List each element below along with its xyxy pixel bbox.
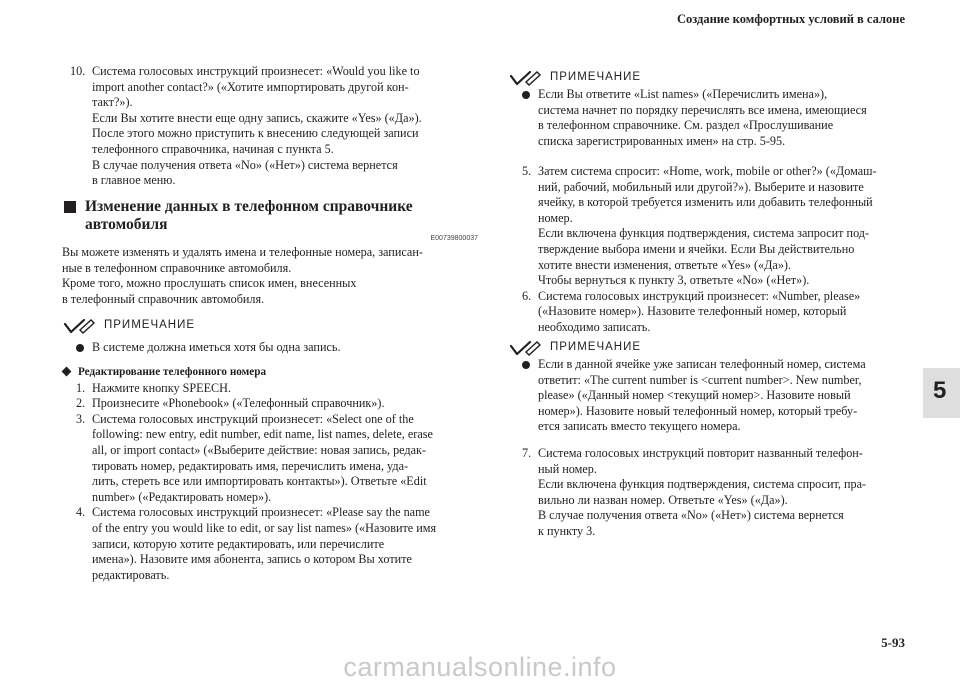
line: в главное меню. xyxy=(92,173,176,188)
line: ется записать вместо текущего номера. xyxy=(538,419,741,434)
line: ные в телефонном справочнике автомобиля. xyxy=(62,260,292,275)
bullet-dot-icon xyxy=(522,91,530,99)
step-3 xyxy=(62,412,482,506)
line: («Назовите номер»). Назовите телефонный номер, который xyxy=(538,304,847,319)
watermark: carmanualsonline.info xyxy=(343,652,617,682)
bullet-dot-icon xyxy=(76,344,84,352)
note-bullet xyxy=(62,340,482,356)
edit-number-procedure xyxy=(62,365,482,583)
line: Если Вы ответите «List names» («Перечислить имена»), xyxy=(538,87,828,101)
step-1 xyxy=(62,381,482,397)
line: import another contact?» («Хотите импортировать другой кон- xyxy=(92,79,409,94)
line: Если включена функция подтверждения, система запросит под- xyxy=(538,226,870,241)
line: в телефонном справочнике. См. раздел «Прослушивание xyxy=(538,118,834,133)
line: редактировать. xyxy=(92,567,170,582)
line: номер»). Назовите новый телефонный номер, который требу- xyxy=(538,403,858,418)
step-7-block xyxy=(508,446,913,540)
section-code: E00739800037 xyxy=(430,235,478,242)
subheading-text: Редактирование телефонного номера xyxy=(78,366,267,378)
line: к пункту 3. xyxy=(538,523,596,538)
step-number: 5. xyxy=(522,164,532,178)
note-bullet xyxy=(508,87,913,149)
page-number: 5-93 xyxy=(881,635,905,650)
line: all, or import contact» («Выберите действие: новая запись, редак- xyxy=(92,442,427,457)
note-bullet xyxy=(508,357,913,435)
step-number: 4. xyxy=(76,505,86,520)
line: ний, рабочий, мобильный или другой?»). Выберите и назовите xyxy=(538,179,864,194)
line: в телефонный справочник автомобиля. xyxy=(62,291,265,306)
step-5 xyxy=(508,164,913,289)
intro-paragraph xyxy=(62,245,482,307)
line: такт?»). xyxy=(92,95,133,110)
steps-5-6 xyxy=(508,164,913,336)
step-4 xyxy=(62,505,482,583)
line: В случае получения ответа «No» («Нет») система вернется xyxy=(538,508,844,523)
note-1 xyxy=(62,318,482,356)
line: ячейку, в которой требуется изменить или добавить телефонный xyxy=(538,195,873,210)
line: тировать номер, редактировать имя, перечислить имена, уда- xyxy=(92,458,409,473)
line: Вы можете изменять и удалять имена и телефонные номера, записан- xyxy=(62,245,423,259)
step-number: 1. xyxy=(76,380,86,395)
line: Система голосовых инструкций повторит названный телефон- xyxy=(538,446,863,460)
line: Чтобы вернуться к пункту 3, ответьте «No» («Нет»). xyxy=(538,273,810,288)
note-heading xyxy=(508,70,913,86)
note-pencil-icon xyxy=(508,340,544,356)
line: Затем система спросит: «Home, work, mobile or other?» («Домаш- xyxy=(538,164,877,178)
note-heading xyxy=(508,340,913,356)
line: Если включена функция подтверждения, система спросит, пра- xyxy=(538,477,867,492)
section-title-line2: автомобиля xyxy=(85,216,168,233)
step-number: 10. xyxy=(70,64,86,78)
step-2 xyxy=(62,396,482,412)
note-label: ПРИМЕЧАНИЕ xyxy=(550,341,642,354)
line: записи, которую хотите редактировать, или перечислите xyxy=(92,536,385,551)
line: Если Вы хотите внести еще одну запись, скажите «Yes» («Да»). xyxy=(92,110,422,125)
note-pencil-icon xyxy=(508,70,544,86)
line: система начнет по порядку перечислять все имена, имеющиеся xyxy=(538,102,867,117)
step-number: 7. xyxy=(522,446,532,460)
line: списка зарегистрированных имен» на стр. 5-95. xyxy=(538,133,786,148)
line: хотите внести изменения, ответьте «Yes» («Да»). xyxy=(538,257,792,272)
note-label: ПРИМЕЧАНИЕ xyxy=(550,71,642,84)
line: Система голосовых инструкций произнесет: «Number, please» xyxy=(538,288,861,303)
line: ответит: «The current number is <current number>. New number, xyxy=(538,372,862,387)
bullet-dot-icon xyxy=(522,361,530,369)
note-pencil-icon xyxy=(62,318,98,334)
square-bullet-icon xyxy=(64,201,76,213)
step-number: 2. xyxy=(76,396,86,411)
subheading xyxy=(62,365,482,381)
step-10 xyxy=(62,64,482,189)
step-number: 6. xyxy=(522,288,532,303)
line: лить, стереть все или импортировать контакты»). Ответьте «Edit xyxy=(92,474,427,489)
line: тверждение выбора имени и ячейки. Если Вы действительно xyxy=(538,241,855,256)
line: of the entry you would like to edit, or say list names» («Назовите имя xyxy=(92,520,437,535)
note-heading xyxy=(62,318,482,334)
line: имена»). Назовите имя абонента, запись о котором Вы хотите xyxy=(92,552,412,567)
step-7 xyxy=(508,446,913,540)
line: ный номер. xyxy=(538,461,597,476)
line: номер. xyxy=(538,210,573,225)
note-2 xyxy=(508,70,913,149)
note-3 xyxy=(508,340,913,435)
line: Если в данной ячейке уже записан телефонный номер, система xyxy=(538,357,866,371)
line: В случае получения ответа «No» («Нет») система вернется xyxy=(92,157,398,172)
left-column xyxy=(62,64,482,189)
chapter-tab xyxy=(923,368,960,418)
line: Система голосовых инструкций произнесет: «Would you like to xyxy=(92,64,420,78)
diamond-bullet-icon xyxy=(62,367,72,377)
line: телефонного справочника, начиная с пункта 5. xyxy=(92,141,334,156)
section-heading xyxy=(62,198,478,243)
step-6 xyxy=(508,289,913,336)
line: Произнесите «Phonebook» («Телефонный справочник»). xyxy=(92,396,385,411)
section-title-line1: Изменение данных в телефонном справочнике xyxy=(85,198,413,215)
line: Нажмите кнопку SPEECH. xyxy=(92,380,232,395)
line: number» («Редактировать номер»). xyxy=(92,489,272,504)
line: Система голосовых инструкций произнесет: «Select one of the xyxy=(92,411,414,426)
line: Система голосовых инструкций произнесет: «Please say the name xyxy=(92,505,430,520)
note-label: ПРИМЕЧАНИЕ xyxy=(104,319,196,332)
chapter-number: 5 xyxy=(933,377,947,404)
running-header: Создание комфортных условий в салоне xyxy=(676,12,905,26)
step-number: 3. xyxy=(76,411,86,426)
line: please» («Данный номер <текущий номер>. Назовите новый xyxy=(538,388,851,403)
line: необходимо записать. xyxy=(538,319,651,334)
line: После этого можно приступить к внесению следующей записи xyxy=(92,126,419,141)
line: following: new entry, edit number, edit name, list names, delete, erase xyxy=(92,427,433,442)
line: В системе должна иметься хотя бы одна запись. xyxy=(92,340,341,354)
line: Кроме того, можно прослушать список имен, внесенных xyxy=(62,276,357,291)
section-title xyxy=(62,198,478,234)
line: вильно ли назван номер. Ответьте «Yes» («Да»). xyxy=(538,492,788,507)
